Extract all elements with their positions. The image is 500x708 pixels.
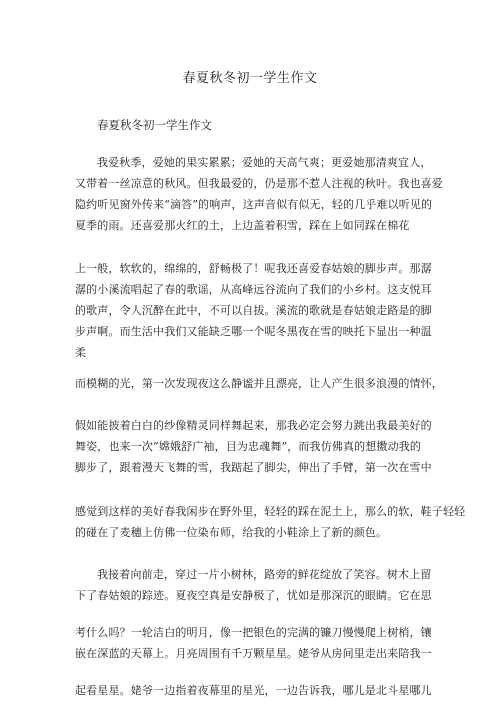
document-title: 春夏秋冬初一学生作文 xyxy=(182,71,318,86)
paragraph-line: 感觉到这样的美好春我闲步在野外里，轻轻的踩在泥土上，那么的软，鞋子轻轻 xyxy=(75,505,466,518)
paragraph-line: 嵌在深蓝的天幕上。月亮周围有千万颗星星。姥爷从房间里走出来陪我一 xyxy=(75,647,432,660)
paragraph-line: 下了春姑娘的踪迹。夏夜空真是安静极了，忧如是那深沉的眼睛。它在思 xyxy=(75,589,432,602)
paragraph-line: 夏季的雨。还喜爱那火红的土，上边盖着积雪，踩在上如同踩在棉花 xyxy=(75,219,410,232)
paragraph-line: 假如能披着白白的纱像精灵同样舞起来，那我必定会努力跳出我最美好的 xyxy=(75,419,432,432)
paragraph-line: 舞姿，也来一次“嫦娥舒广袖，目为忠魂舞”，而我仿佛真的想擞动我的 xyxy=(75,440,422,453)
paragraph-line: 又带着一丝凉意的秋风。但我最爱的，仍是那不惹人注视的秋叶。我也喜爱 xyxy=(75,177,443,190)
paragraph-line: 隐约听见窗外传来“滴答”的响声，这声音似有似无，轻的几乎难以听见的 xyxy=(75,198,433,211)
paragraph-line: 上一般，软软的，绵绵的，舒畅极了！呢我还喜爱春姑娘的脚步声。那潺 xyxy=(75,262,432,275)
paragraph-line: 步声啊。而生活中我们又能缺乏哪一个呢冬黑夜在雪的映托下显出一种温 xyxy=(75,325,432,338)
paragraph-line: 柔 xyxy=(75,346,87,359)
paragraph-line: 我爱秋季，爱她的果实累累；爱她的天高气爽；更爱她那清爽宜人， xyxy=(97,156,432,169)
paragraph-line: 而模糊的光，第一次发现夜这么静谧并且漂亮，让人产生很多浪漫的情怀， xyxy=(75,377,443,390)
paragraph-line: 潺的小溪流唱起了春的歌谣，从高峰远谷流向了我们的小乡村。这支悦耳 xyxy=(75,283,432,296)
document-subtitle: 春夏秋冬初一学生作文 xyxy=(97,118,212,132)
paragraph-line: 我接着向前走，穿过一片小树林，路旁的鲜花绽放了笑容。树木上留 xyxy=(97,568,432,581)
paragraph-line: 起看星星。姥爷一边指着夜幕里的星光，一边告诉我，哪儿是北斗星哪儿 xyxy=(75,684,432,697)
paragraph-line: 的歌声，令人沉醉在此中，不可以自拔。溪流的歌就是春姑娘走路是的脚 xyxy=(75,304,432,317)
paragraph-line: 脚步了，跟着漫天飞舞的雪，我踮起了脚尖，伸出了手臂，第一次在雪中 xyxy=(75,461,432,474)
paragraph-line: 的碰在了麦穗上仿佛一位染布师，给我的小鞋涂上了新的颜色。 xyxy=(75,526,388,539)
paragraph-line: 考什么吗？一轮洁白的明月，像一把银色的完满的镰刀慢慢爬上树梢，镶 xyxy=(75,626,432,639)
